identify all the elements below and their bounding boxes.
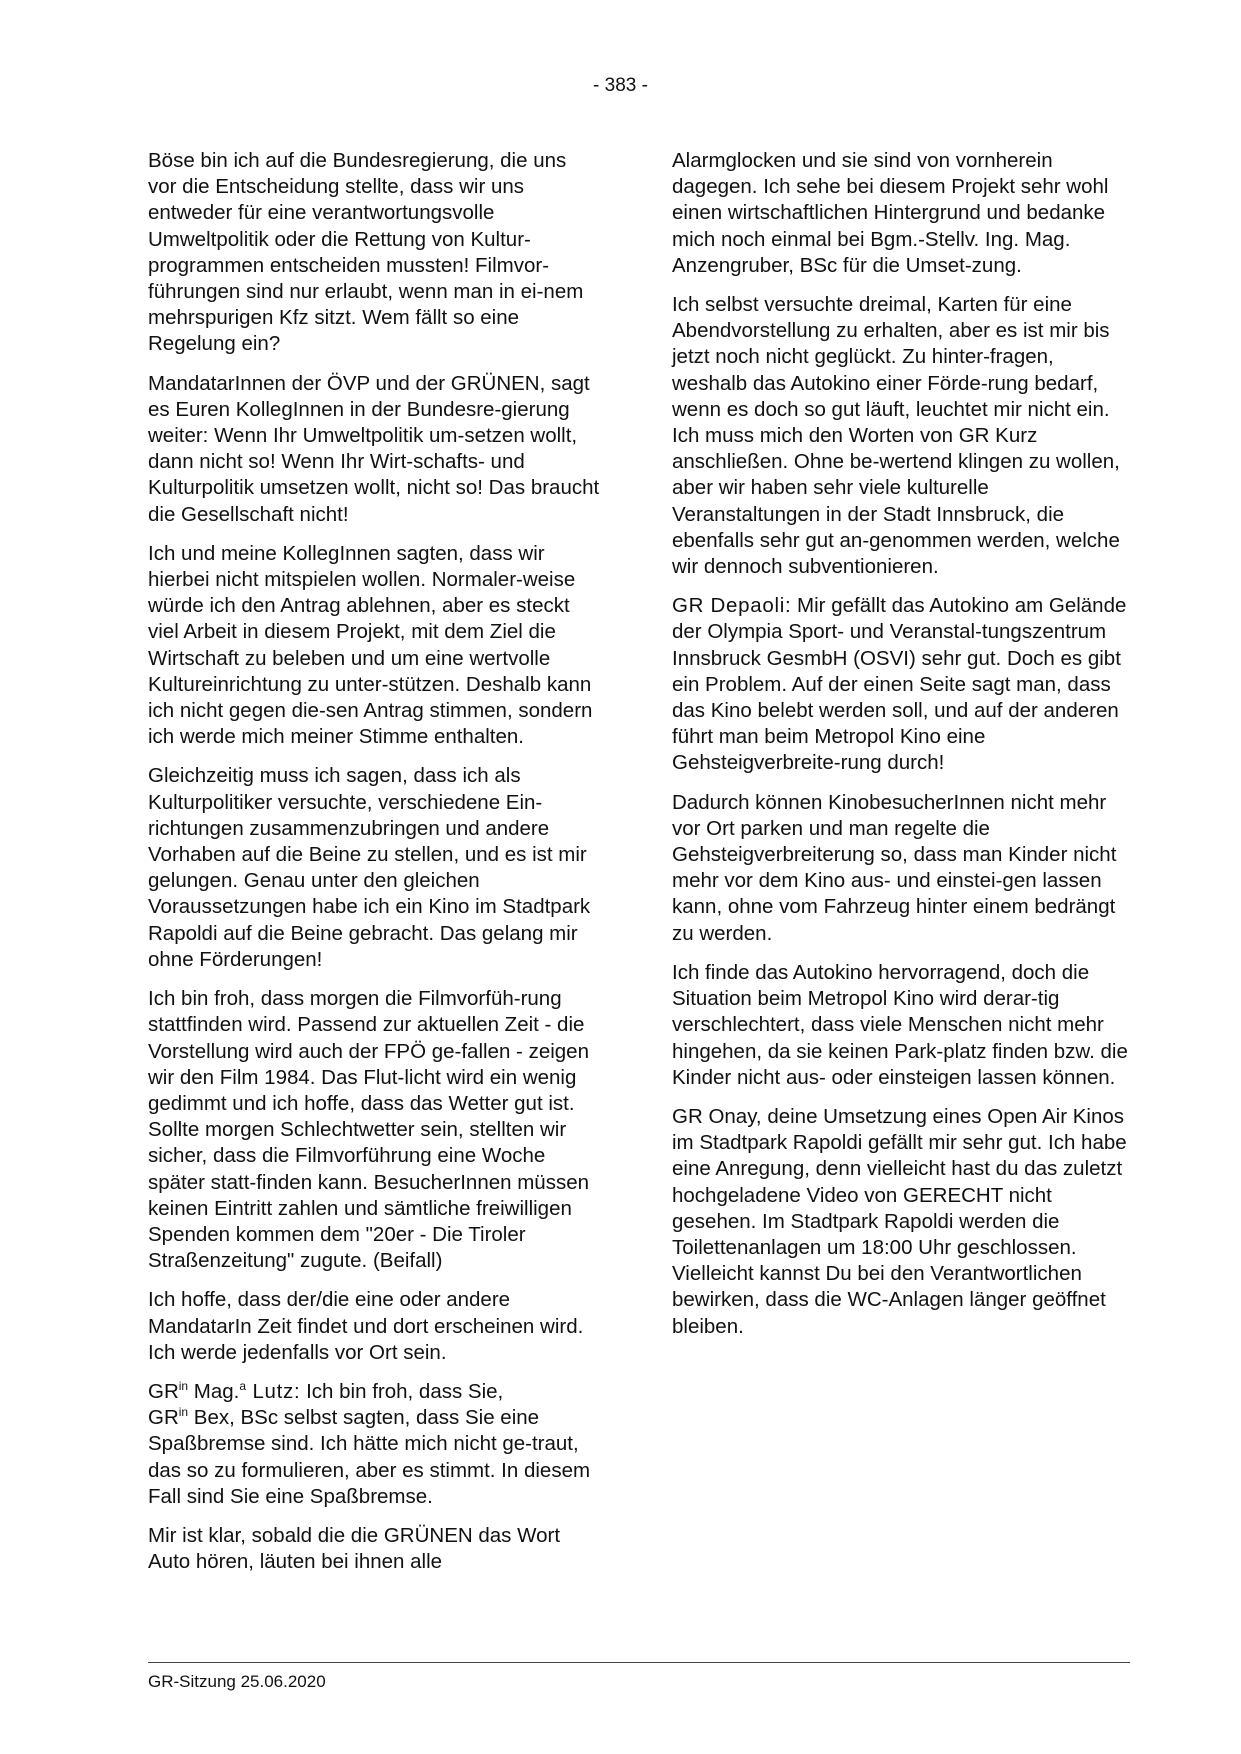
left-column — [148, 148, 600, 1588]
gr-superscript: in — [178, 1378, 189, 1393]
paragraph: Gleichzeitig muss ich sagen, dass ich als Kulturpolitiker versuchte, verschiedene Ein-richtungen zusammenzubringen und andere Vorhaben auf die Beine zu stellen, und es ist mir gelungen. Genau unter den gleichen Voraussetzungen habe ich ein Kino im Stadtpark Rapoldi auf die Beine gebracht. Das gelang mir ohne Förderungen! — [148, 764, 591, 971]
speaker-paragraph — [672, 593, 1128, 776]
paragraph-text: Ich bin froh, dass Sie, — [300, 1379, 504, 1403]
paragraph: Ich und meine KollegInnen sagten, dass wir hierbei nicht mitspielen wollen. Normaler-weise würde ich den Antrag ablehnen, aber es steckt viel Arbeit in diesem Projekt, mit dem Ziel die Wirtschaft zu beleben und um eine wertvolle Kultureinrichtung zu unter-stützen. Deshalb kann ich nicht gegen die-sen Antrag stimmen, sondern ich werde mich meiner Stimme enthalten. — [148, 541, 593, 749]
speaker-name: Lutz: — [246, 1379, 301, 1403]
speaker-name: GR Depaoli: — [672, 594, 792, 618]
paragraph-text: Bex, BSc selbst sagten, dass Sie eine Spaßbremse sind. Ich hätte mich nicht ge-traut, das so zu formulieren, aber es stimmt. In diesem Fall sind Sie eine Spaßbremse. — [148, 1406, 591, 1508]
speaker-paragraph — [148, 1379, 600, 1510]
footer-divider — [148, 1662, 1130, 1663]
paragraph: Ich bin froh, dass morgen die Filmvorfüh-rung stattfinden wird. Passend zur aktuellen Zeit - die Vorstellung wird auch der FPÖ ge-fallen - zeigen wir den Film 1984. Das Flut-licht wird ein wenig gedimmt und ich hoffe, dass das Wetter gut ist. Sollte morgen Schlechtwetter sein, stellten wir sicher, dass die Filmvorführung eine Woche später statt-finden kann. BesucherInnen müssen keinen Eintritt zahlen und sämtliche freiwilligen Spenden kommen dem "20er - Die Tiroler Straßenzeitung" zugute. (Beifall) — [148, 987, 590, 1273]
paragraph: Ich finde das Autokino hervorragend, doch die Situation beim Metropol Kino wird derar-tig verschlechtert, dass viele Menschen nicht mehr hingehen, da sie keinen Park-platz finden bzw. die Kinder nicht aus- oder einsteigen lassen können. — [672, 960, 1128, 1089]
paragraph: Böse bin ich auf die Bundesregierung, die uns vor die Entscheidung stellte, dass wir uns entweder für eine verantwortungsvolle Umweltpolitik oder die Rettung von Kultur-programmen entscheiden mussten! Filmvor-führungen sind nur erlaubt, wenn man in ei-nem mehrspurigen Kfz sitzt. Wem fällt so eine Regelung ein? — [148, 149, 584, 356]
paragraph: Dadurch können KinobesucherInnen nicht mehr vor Ort parken und man regelte die Gehsteigverbreiterung so, dass man Kinder nicht mehr vor dem Kino aus- und einstei-gen lassen kann, ohne vom Fahrzeug hinter einem bedrängt zu werden. — [672, 790, 1117, 945]
paragraph: Ich selbst versuchte dreimal, Karten für eine Abendvorstellung zu erhalten, aber es ist mir bis jetzt noch nicht geglückt. Zu hinter-fragen, weshalb das Autokino einer Förde-rung bedarf, wenn es doch so gut läuft, leuchtet mir nicht ein. Ich muss mich den Worten von GR Kurz anschließen. Ohne be-wertend klingen zu wollen, aber wir haben sehr viele kulturelle Veranstaltungen in der Stadt Innsbruck, die ebenfalls sehr gut an-genommen werden, welche wir dennoch subventionieren. — [672, 293, 1120, 579]
page-number: - 383 - — [593, 75, 648, 96]
paragraph: MandatarInnen der ÖVP und der GRÜNEN, sagt es Euren KollegInnen in der Bundesre-gierung weiter: Wenn Ihr Umweltpolitik um-setzen wollt, dann nicht so! Wenn Ihr Wirt-schafts- und Kulturpolitik umsetzen wollt, nicht so! Das braucht die Gesellschaft nicht! — [148, 371, 600, 526]
title-label: Mag. — [188, 1379, 240, 1403]
title-superscript: a — [239, 1378, 247, 1393]
paragraph-text: Mir gefällt das Autokino am Gelände der Olympia Sport- und Veranstal-tungszentrum Innsbruck GesmbH (OSVI) sehr gut. Doch es gibt ein Problem. Auf der einen Seite sagt man, dass das Kino belebt werden soll, und auf der anderen führt man beim Metropol Kino eine Gehsteigverbreite-rung durch! — [672, 594, 1127, 775]
paragraph: Ich hoffe, dass der/die eine oder andere MandatarIn Zeit findet und dort erscheinen wird. Ich werde jedenfalls vor Ort sein. — [148, 1288, 584, 1364]
paragraph: GR Onay, deine Umsetzung eines Open Air Kinos im Stadtpark Rapoldi gefällt mir sehr gut. Ich habe eine Anregung, denn vielleicht hast du das zuletzt hochgeladene Video von GERECHT nicht gesehen. Im Stadtpark Rapoldi werden die Toilettenanlagen um 18:00 Uhr geschlossen. Vielleicht kannst Du bei den Verantwortlichen bewirken, dass die WC-Anlagen länger geöffnet bleiben. — [672, 1104, 1127, 1338]
right-column — [672, 148, 1128, 1353]
gr-superscript: in — [178, 1405, 189, 1420]
gr-label: GR — [148, 1379, 179, 1403]
paragraph: Alarmglocken und sie sind von vornherein dagegen. Ich sehe bei diesem Projekt sehr wohl einen wirtschaftlichen Hintergrund und bedanke mich noch einmal bei Bgm.-Stellv. Ing. Mag. Anzengruber, BSc für die Umset-zung. — [672, 149, 1109, 277]
gr-label: GR — [148, 1406, 179, 1430]
paragraph: Mir ist klar, sobald die die GRÜNEN das Wort Auto hören, läuten bei ihnen alle — [148, 1523, 561, 1574]
footer-session-date: GR-Sitzung 25.06.2020 — [148, 1672, 326, 1691]
